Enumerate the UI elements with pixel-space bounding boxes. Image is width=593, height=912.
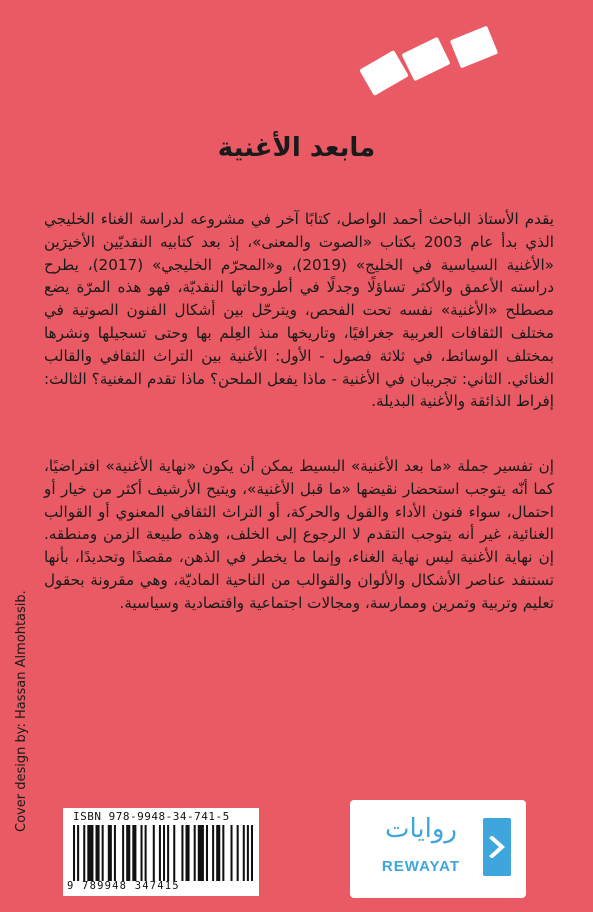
- barcode-bar: [77, 825, 79, 881]
- chevron-right-icon: [483, 818, 511, 876]
- publisher-name-english: REWAYAT: [381, 858, 461, 875]
- barcode-bar: [237, 825, 239, 881]
- barcode-bars: [73, 825, 253, 881]
- barcode-bar: [251, 825, 253, 881]
- barcode-bar: [247, 825, 249, 881]
- barcode-bar: [132, 825, 136, 881]
- barcode-bar: [114, 825, 116, 881]
- decorative-card: [450, 26, 498, 69]
- barcode-bar: [126, 825, 130, 881]
- barcode-bar: [212, 825, 214, 881]
- barcode-bar: [122, 825, 124, 881]
- barcode-bar: [181, 825, 183, 881]
- blurb-paragraph-1: يقدم الأستاذ الباحث أحمد الواصل، كتابًا آخر في مشروعه لدراسة الغناء الخليجي الذي بدأ عام 2003 بكتاب «الصوت والمعنى»، إذ بعد كتابيه النقديّين الأخيرَين «الأغنية السياسية في الخليج» (2019)، و«المحرّم الخليجي» (2017)، يطرح دراسته الأعمق والأكثر تساؤلًا وجدلًا في أطروحاتها النقديّة، فهو هذه المرّة يضع مصطلح «الأغنية» نفسه تحت الفحص، ويترحّل بين أشكال الفنون الصوتية في مختلف الثقافات العربية جغرافيًا، وتاريخها منذ العِلم بها وحتى تسجيلها ونشرها بمختلف الوسائط، في ثلاثة فصول - الأول: الأغنية بين التراث الثقافي والقالب الغنائي. الثاني: تجريبان في الأغنية - ماذا يفعل الملحن؟ ماذا تقدم المغنية؟ الثالث: إفراط الذائقة والأغنية البديلة.: [44, 210, 555, 411]
- barcode-bar: [163, 825, 165, 881]
- barcode-bar: [231, 825, 233, 881]
- isbn-label: ISBN 978-9948-34-741-5: [73, 810, 230, 823]
- barcode-digits: 9 789948 347415: [67, 880, 180, 892]
- barcode-bar: [206, 825, 208, 881]
- barcode-bar: [102, 825, 104, 881]
- cover-design-credit: Cover design by: Hassan Almohtasib.: [14, 590, 29, 832]
- barcode-bar: [73, 825, 75, 881]
- isbn-barcode: [63, 808, 259, 896]
- barcode-bar: [141, 825, 143, 881]
- barcode-bar: [87, 825, 93, 881]
- barcode-bar: [153, 825, 155, 881]
- barcode-bar: [167, 825, 169, 881]
- barcode-bar: [173, 825, 175, 881]
- barcode-bar: [222, 825, 224, 881]
- book-title: مابعد الأغنية: [217, 133, 376, 163]
- barcode-bar: [83, 825, 85, 881]
- barcode-bar: [159, 825, 161, 881]
- barcode-bar: [186, 825, 190, 881]
- barcode-bar: [194, 825, 196, 881]
- decorative-card: [359, 50, 409, 96]
- decorative-cards: [362, 22, 542, 132]
- barcode-bar: [108, 825, 112, 881]
- barcode-bar: [145, 825, 147, 881]
- publisher-logo: [350, 800, 526, 898]
- barcode-bar: [198, 825, 204, 881]
- barcode-bar: [216, 825, 220, 881]
- barcode-bar: [243, 825, 245, 881]
- decorative-card: [401, 37, 450, 81]
- blurb-paragraph-2: إن تفسير جملة «ما بعد الأغنية» البسيط يمكن أن يكون «نهاية الأغنية» افتراضيًا، كما أنّه يتوجب استحضار نقيضها «ما قبل الأغنية»، ويتيح الأرشيف أكثر من خيار أو احتمال، سواء فنون الأداء والقول والحركة، أو التراث الثقافي المعنوي أو القوالب الغنائية، غير أنه يتوجب التقدم لا الرجوع إلى الخلف، وهذه طبيعة الزمن ومنطقه. إن نهاية الأغنية ليس نهاية الغناء، وإنما ما يخطر في الذهن، مقصدًا وتحديدًا، بأنها تستنفد عناصر الأشكال والألوان والقوالب من الناحية الماديّة، وهي مقرونة بحقول تعليم وتربية وتمرين وممارسة، ومجالات اجتماعية واقتصادية وسياسية.: [44, 457, 554, 612]
- publisher-name-arabic: روايات: [385, 814, 457, 844]
- barcode-bar: [96, 825, 100, 881]
